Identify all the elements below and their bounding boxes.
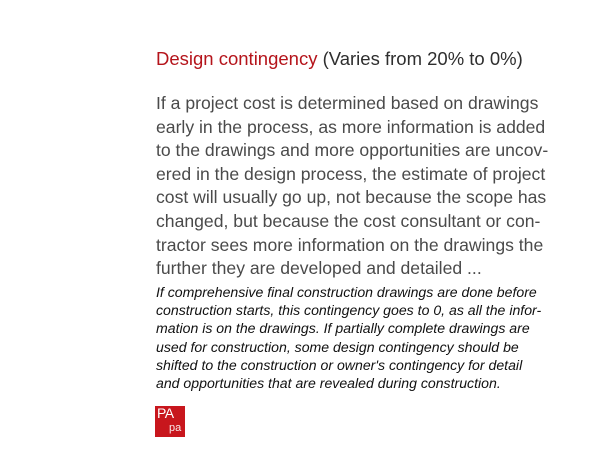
body-line: to the drawings and more opportunities are uncov- [156, 140, 549, 161]
body-line: changed, but because the cost consultant or con- [156, 210, 541, 231]
body-line: early in the process, as more information is added [156, 116, 546, 137]
body-line: cost will usually go up, not because the scope has [156, 187, 547, 208]
note-line: If comprehensive final construction drawings are done before [156, 284, 537, 300]
note-line: and opportunities that are revealed during construction. [156, 375, 501, 392]
body-line: If a project cost is determined based on drawings [156, 93, 539, 113]
logo-text-top: PA [157, 406, 174, 421]
logo [155, 406, 185, 437]
logo-text-bottom: pa [169, 422, 182, 434]
body-paragraph [156, 92, 576, 281]
note-line: shifted to the construction or owner's contingency for detail [156, 356, 523, 373]
title-main: Design contingency [156, 48, 318, 69]
note-line: construction starts, this contingency goes to 0, as all the infor- [156, 302, 542, 319]
body-line: further they are developed and detailed ... [156, 258, 482, 279]
italic-note [156, 283, 586, 392]
body-line: tractor sees more information on the drawings the [156, 234, 544, 255]
body-line: ered in the design process, the estimate of project [156, 163, 546, 184]
title-subtitle: (Varies from 20% to 0%) [322, 48, 523, 69]
slide-title [156, 46, 576, 72]
note-line: used for construction, some design contingency should be [156, 338, 519, 355]
note-line: mation is on the drawings. If partially complete drawings are [156, 320, 530, 337]
